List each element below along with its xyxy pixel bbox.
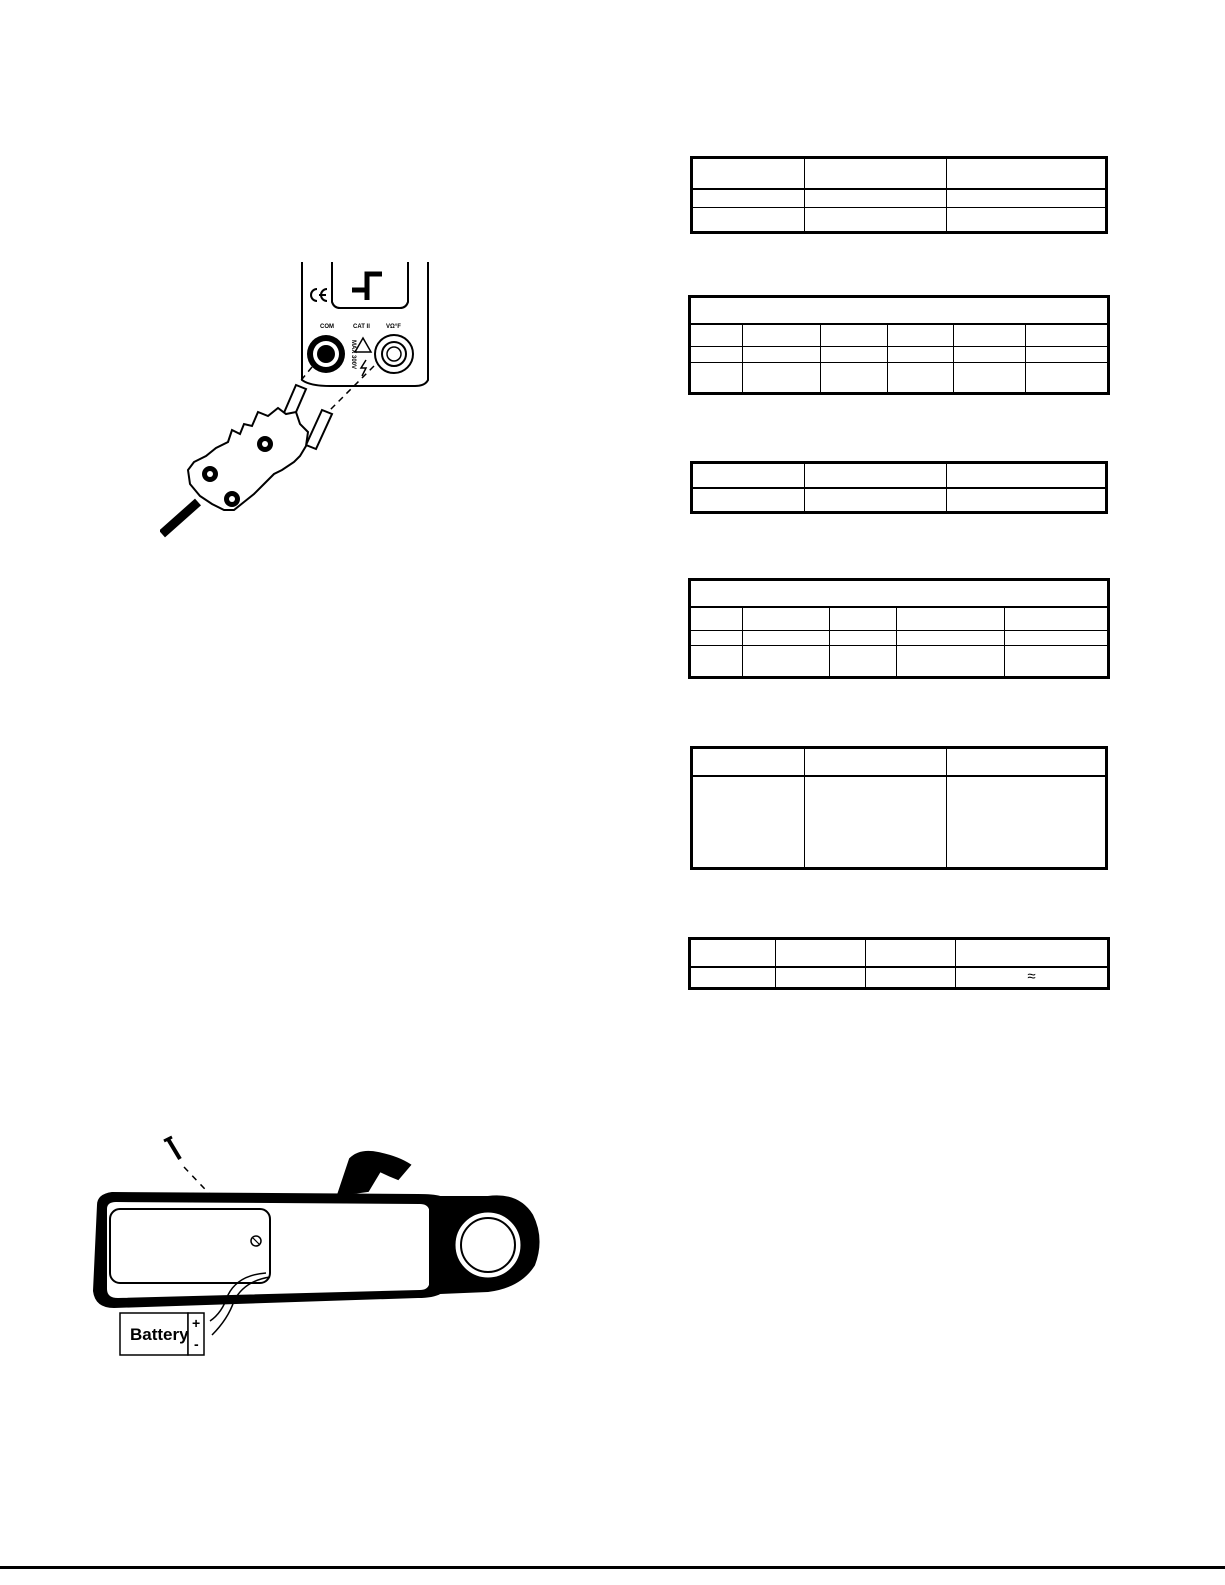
battery-plus-label: + [192,1315,201,1331]
lightning-icon [361,360,366,376]
jack-label-cat: CAT II [353,324,370,330]
spec-table-3 [690,461,1108,514]
battery-minus-label: - [194,1336,199,1352]
spec-table-1 [690,156,1108,234]
jack-label-v: VΩ°F [386,324,401,330]
thermocouple-cable [162,502,198,534]
clamp-jaw-ring [434,1197,448,1291]
lcd-digit-segment [352,274,382,290]
ce-mark-icon [311,289,327,301]
page-bottom-rule [0,1566,1225,1569]
thermocouple-connection-figure [160,262,450,547]
plug-pin-right [306,410,332,449]
spec-table-2 [688,295,1110,395]
jack-label-com: COM [320,324,334,330]
screw-icon [164,1137,180,1159]
approx-symbol-cell: ≈ [956,967,1109,989]
thermocouple-plug-body [188,408,308,510]
spec-table-5 [690,746,1108,870]
clamp-jaw-opening [454,1211,522,1279]
spec-table-6 [688,937,1110,990]
max-voltage-label: MAX 300V [350,340,356,370]
warning-triangle-icon [355,338,371,352]
battery-label: Battery [130,1325,189,1344]
clamp-jaw-top [338,1152,410,1195]
spec-table-4 [688,578,1110,679]
v-jack [375,335,413,373]
battery-replacement-figure [88,1135,548,1365]
lcd-window [332,262,408,308]
battery-cover [110,1209,270,1283]
